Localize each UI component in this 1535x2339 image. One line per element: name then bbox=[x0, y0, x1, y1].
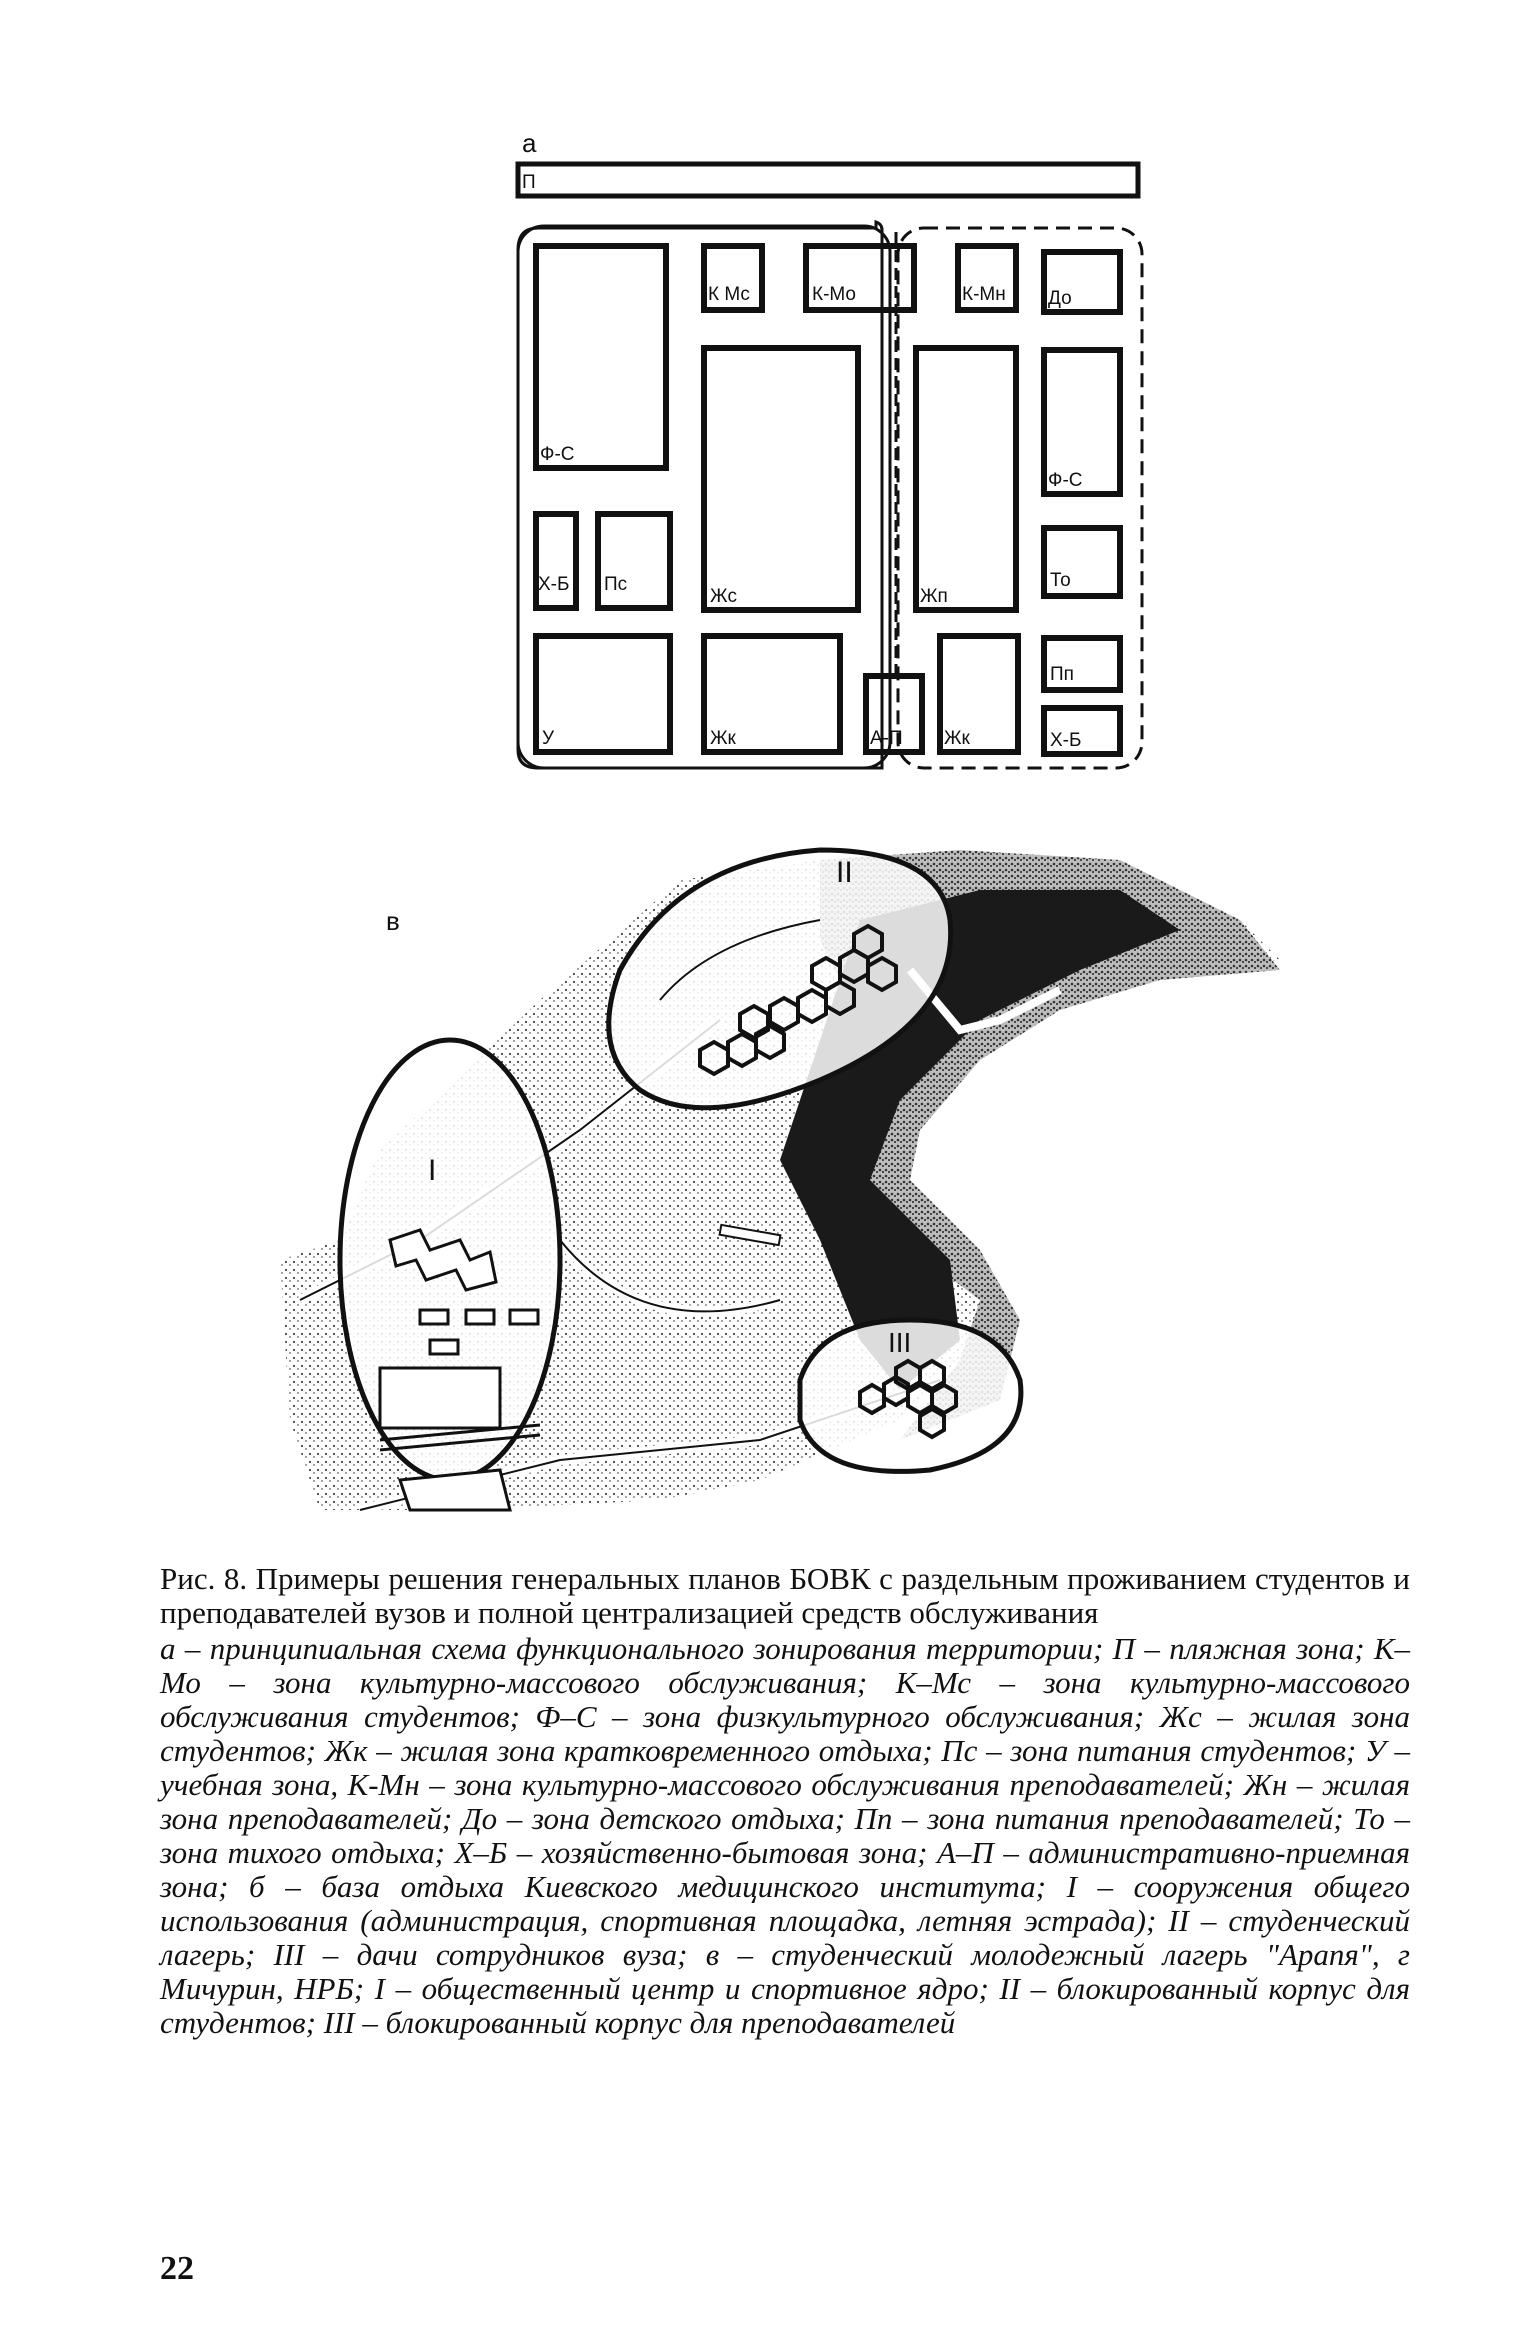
svg-text:Пс: Пс bbox=[604, 574, 628, 595]
zone-beach bbox=[518, 164, 1138, 196]
svg-text:Жк: Жк bbox=[710, 728, 736, 749]
svg-text:А-П: А-П bbox=[870, 728, 903, 749]
svg-text:Пп: Пп bbox=[1050, 664, 1074, 685]
zone-beach-label: П bbox=[522, 172, 536, 193]
page-number: 22 bbox=[160, 2250, 194, 2287]
zone-II-label: II bbox=[836, 856, 853, 889]
svg-text:Ф-С: Ф-С bbox=[540, 444, 575, 465]
svg-text:Ф-С: Ф-С bbox=[1048, 470, 1083, 491]
caption-title: Рис. 8. Примеры решения генеральных планов БОВК с раздельным проживанием студентов и преподавателей вузов и полной централизацией средств обслуживания bbox=[160, 1561, 1410, 1630]
figure-caption bbox=[160, 1562, 1410, 2040]
figure-label-b: в bbox=[386, 906, 400, 936]
zoning-scheme bbox=[500, 150, 1160, 790]
svg-text:Х-Б: Х-Б bbox=[538, 574, 570, 595]
figure-label-a: а bbox=[522, 128, 537, 158]
svg-text:К Мс: К Мс bbox=[708, 284, 750, 305]
svg-text:То: То bbox=[1050, 570, 1071, 591]
zone-I-label: I bbox=[428, 1154, 437, 1187]
svg-text:Жс: Жс bbox=[710, 586, 738, 607]
svg-text:Х-Б: Х-Б bbox=[1050, 730, 1082, 751]
svg-text:К-Мн: К-Мн bbox=[962, 284, 1006, 305]
site-plan-map bbox=[260, 820, 1320, 1540]
svg-text:Жп: Жп bbox=[920, 586, 948, 607]
svg-text:Жк: Жк bbox=[944, 728, 970, 749]
svg-text:К-Мо: К-Мо bbox=[812, 284, 857, 305]
zone-III-label: III bbox=[888, 1327, 912, 1358]
svg-text:До: До bbox=[1048, 288, 1072, 309]
caption-legend: а – принципиальная схема функционального зонирования территории; П – пляжная зона; К–Мо – зона культурно-массового обслуживания; К–Мс – зона культурно-массового обслуживания студентов; Ф–С – зона физкультурного обслуживания; Жс – жилая зона студентов; Жк – жилая зона кратковременного отдыха; Пс – зона питания студентов; У – учебная зона, К-Мн – зона культурно-массового обслуживания преподавателей; Жн – жилая зона преподавателей; До – зона детского отдыха; Пп – зона питания преподавателей; То – зона тихого отдыха; Х–Б – хозяйственно-бытовая зона; А–П – административно-приемная зона; б – база отдыха Киевского медицинского института; I – сооружения общего использования (администрация, спортивная площадка, летняя эстрада); II – студенческий лагерь; III – дачи сотрудников вуза; в – студенческий молодежный лагерь "Арапя", г Мичурин, НРБ; I – общественный центр и спортивное ядро; II – блокированный корпус для студентов; III – блокированный корпус для преподавателей bbox=[160, 1631, 1410, 2040]
svg-text:У: У bbox=[542, 728, 555, 749]
